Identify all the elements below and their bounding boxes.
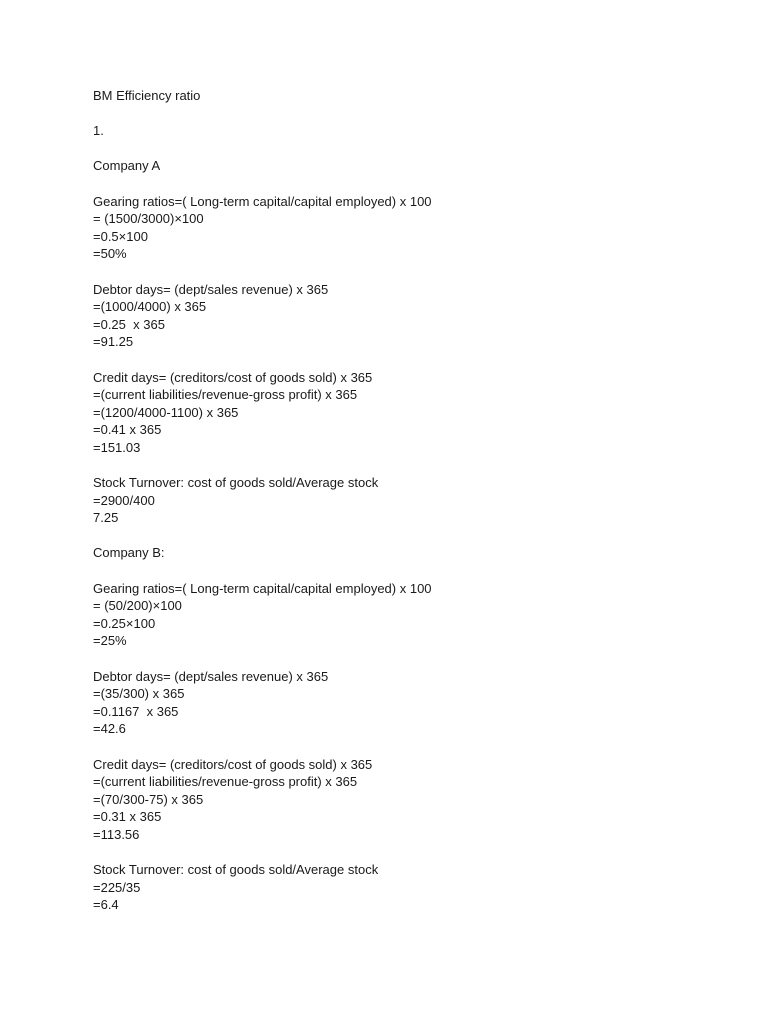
formula-line: =0.31 x 365 [93, 809, 162, 825]
formula-line: Gearing ratios=( Long-term capital/capital employed) x 100 [93, 580, 432, 596]
company-a-credit-block [93, 369, 733, 457]
formula-line: =(current liabilities/revenue-gross profit) x 365 [93, 387, 358, 403]
formula-line: Stock Turnover: cost of goods sold/Average stock [93, 862, 379, 878]
formula-line: =(1000/4000) x 365 [93, 299, 207, 315]
formula-line: =0.1167 x 365 [93, 703, 179, 719]
formula-line: =(70/300-75) x 365 [93, 791, 204, 807]
formula-line: =0.25×100 [93, 615, 156, 631]
formula-line: = (1500/3000)×100 [93, 211, 204, 227]
formula-line: Gearing ratios=( Long-term capital/capital employed) x 100 [93, 193, 432, 209]
company-b-stock-block [93, 861, 733, 914]
formula-line: =0.25 x 365 [93, 316, 165, 332]
formula-result: =6.4 [93, 897, 119, 913]
company-a-heading: Company A [93, 158, 161, 174]
formula-result: =50% [93, 246, 127, 262]
company-b-credit-block [93, 756, 733, 844]
formula-result: =42.6 [93, 721, 126, 737]
company-a-gearing-block [93, 193, 733, 263]
company-b-debtor-block [93, 668, 733, 738]
question-number: 1. [93, 123, 104, 139]
company-b-gearing-block [93, 580, 733, 650]
formula-result: =91.25 [93, 334, 134, 350]
company-b-heading: Company B: [93, 545, 165, 561]
document-body [93, 87, 733, 914]
formula-line: Stock Turnover: cost of goods sold/Average stock [93, 475, 379, 491]
formula-line: =2900/400 [93, 492, 155, 508]
formula-line: Debtor days= (dept/sales revenue) x 365 [93, 281, 329, 297]
formula-line: =(35/300) x 365 [93, 686, 185, 702]
formula-line: =0.5×100 [93, 228, 148, 244]
formula-line: =0.41 x 365 [93, 422, 162, 438]
formula-result: =25% [93, 633, 127, 649]
formula-result: 7.25 [93, 510, 119, 526]
company-a-stock-block [93, 474, 733, 527]
formula-line: =(current liabilities/revenue-gross profit) x 365 [93, 774, 358, 790]
document-title: BM Efficiency ratio [93, 88, 201, 103]
formula-line: Debtor days= (dept/sales revenue) x 365 [93, 668, 329, 684]
formula-result: =151.03 [93, 439, 141, 455]
formula-line: =(1200/4000-1100) x 365 [93, 404, 239, 420]
formula-line: Credit days= (creditors/cost of goods sold) x 365 [93, 369, 373, 385]
formula-line: Credit days= (creditors/cost of goods sold) x 365 [93, 756, 373, 772]
company-a-debtor-block [93, 281, 733, 351]
formula-line: = (50/200)×100 [93, 598, 182, 614]
formula-result: =113.56 [93, 826, 140, 842]
formula-line: =225/35 [93, 879, 141, 895]
